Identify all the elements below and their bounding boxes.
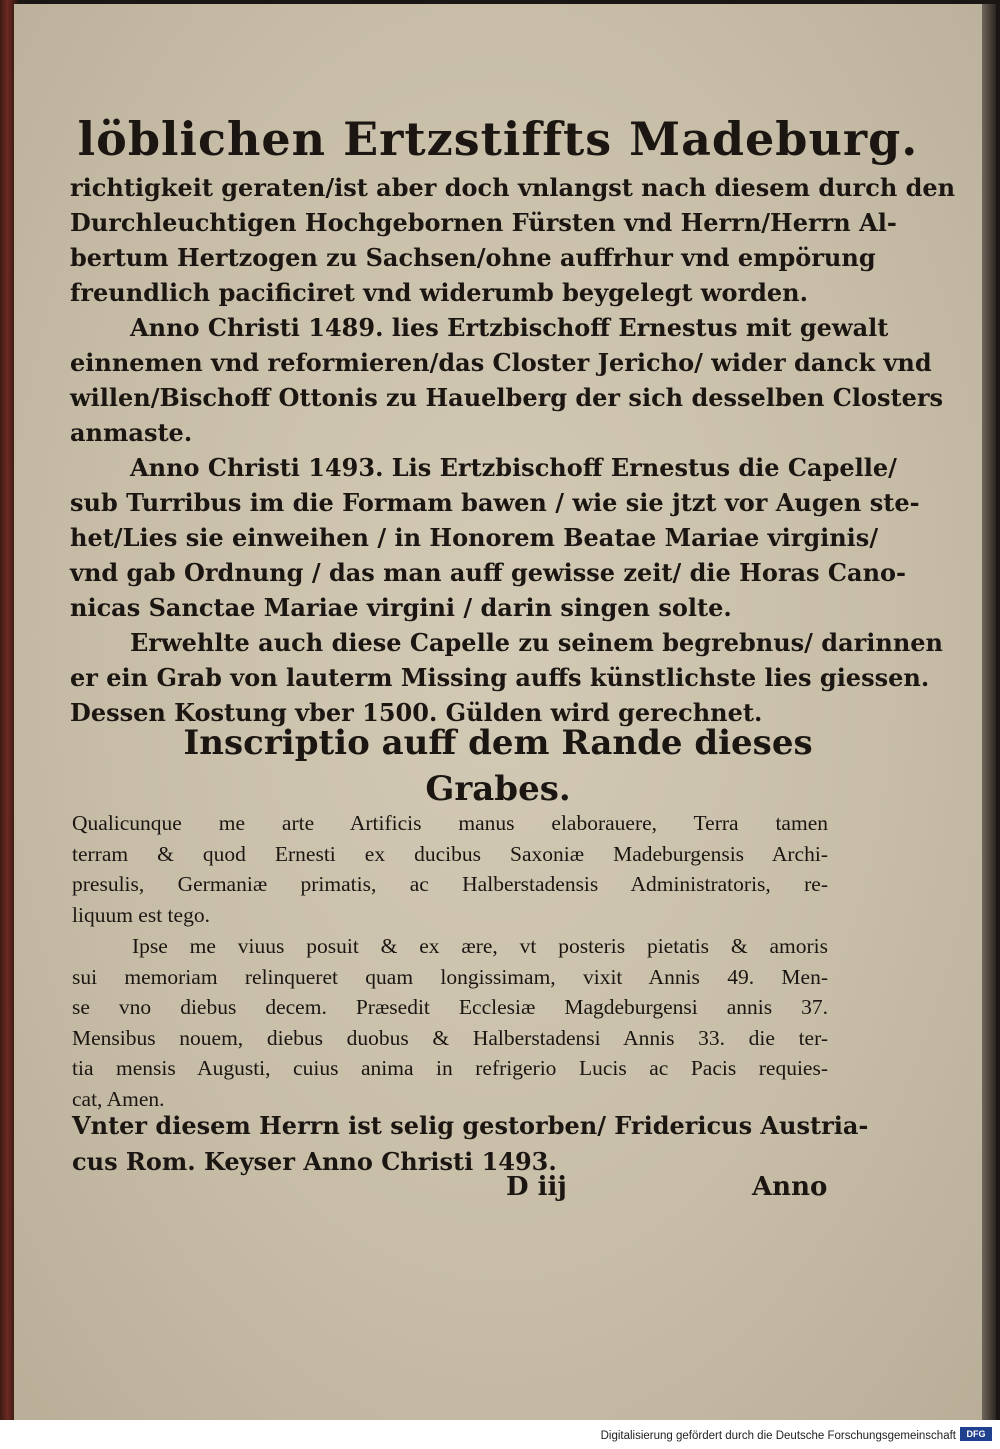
body-line: Anno Christi 1493. Lis Ertzbischoff Ernestus die Capelle/ — [130, 453, 897, 482]
latin-line: sui memoriam relinqueret quam longissimam, vixit Annis 49. Men- — [72, 964, 828, 989]
body-line: nicas Sanctae Mariae virgini / darin singen solte. — [70, 593, 732, 622]
body-line: anmaste. — [70, 418, 193, 447]
latin-inscription-p2 — [72, 931, 828, 1115]
body-text — [70, 170, 956, 730]
body-line: het/Lies sie einweihen / in Honorem Beatae Mariae virginis/ — [70, 523, 879, 552]
page-edge — [982, 4, 996, 1420]
signature-mark: D iij — [506, 1172, 567, 1202]
body-line: richtigkeit geraten/ist aber doch vnlangst nach diesem durch den — [70, 173, 956, 202]
catchword: Anno — [752, 1172, 828, 1202]
body-line: willen/Bischoff Ottonis zu Hauelberg der sich desselben Closters — [70, 383, 944, 412]
closing-line: cus Rom. Keyser Anno Christi 1493. — [72, 1147, 557, 1176]
body-line: Dessen Kostung vber 1500. Gülden wird gerechnet. — [70, 698, 763, 727]
latin-line: Qualicunque me arte Artificis manus elaborauere, Terra tamen — [72, 811, 828, 835]
body-line: er ein Grab von lauterm Missing auffs künstlichste lies giessen. — [70, 663, 930, 692]
latin-line: Ipse me viuus posuit & ex ære, vt posteris pietatis & amoris — [132, 934, 828, 958]
latin-line: se vno diebus decem. Præsedit Ecclesiæ Magdeburgensi annis 37. — [72, 995, 828, 1020]
heading-line: Grabes. — [425, 769, 571, 809]
latin-line: presulis, Germaniæ primatis, ac Halberstadensis Administratoris, re- — [72, 872, 828, 897]
body-line: einnemen vnd reformieren/das Closter Jericho/ wider danck vnd — [70, 348, 932, 377]
body-line: Erwehlte auch diese Capelle zu seinem begrebnus/ darinnen — [130, 628, 943, 657]
heading-line: Inscriptio auff dem Rande dieses — [183, 723, 813, 763]
latin-inscription-p1 — [72, 808, 828, 930]
section-heading — [14, 720, 982, 812]
body-line: Anno Christi 1489. lies Ertzbischoff Ernestus mit gewalt — [130, 313, 889, 342]
latin-line: terram & quod Ernesti ex ducibus Saxoniæ Madeburgensis Archi- — [72, 841, 828, 866]
book-page — [14, 4, 985, 1420]
footer-bar — [0, 1420, 1000, 1449]
closing-paragraph — [72, 1108, 869, 1180]
body-line: sub Turribus im die Formam bawen / wie sie jtzt vor Augen ste- — [70, 488, 920, 517]
closing-line: Vnter diesem Herrn ist selig gestorben/ Fridericus Austria- — [72, 1111, 869, 1140]
body-line: bertum Hertzogen zu Sachsen/ohne auffrhur vnd empörung — [70, 243, 876, 272]
body-line: vnd gab Ordnung / das man auff gewisse zeit/ die Horas Cano- — [70, 558, 906, 587]
dfg-logo: DFG — [960, 1427, 992, 1441]
latin-line: Mensibus nouem, diebus duobus & Halberstadensi Annis 33. die ter- — [72, 1025, 828, 1050]
footer-credit: Digitalisierung gefördert durch die Deutsche Forschungsgemeinschaft — [600, 1430, 956, 1442]
latin-line: liquum est tego. — [72, 902, 210, 927]
running-head: löblichen Ertzstiffts Madeburg. — [77, 112, 919, 166]
body-line: Durchleuchtigen Hochgebornen Fürsten vnd Herrn/Herrn Al- — [70, 208, 897, 237]
latin-line: cat, Amen. — [72, 1086, 165, 1111]
body-line: freundlich pacificiret vnd widerumb beygelegt worden. — [70, 278, 808, 307]
latin-line: tia mensis Augusti, cuius anima in refrigerio Lucis ac Pacis requies- — [72, 1056, 828, 1081]
